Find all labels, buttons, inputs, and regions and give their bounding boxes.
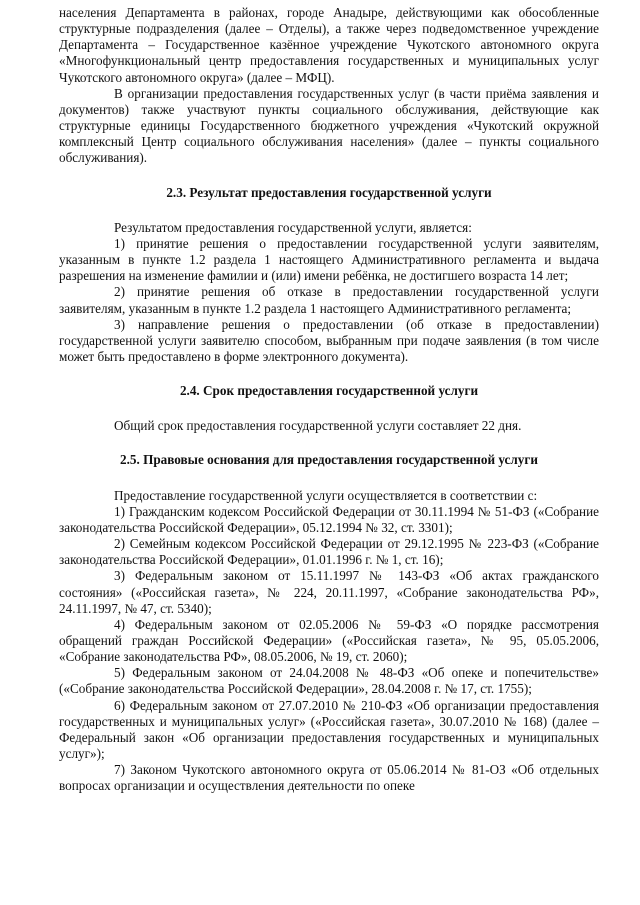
list-item: 3) Федеральным законом от 15.11.1997 № 143-ФЗ «Об актах гражданского состояния» («Российская газета», № 224, 20.11.1997, «Собрание законодательства РФ», 24.11.1997, № 47, ст. 5340); [59, 568, 599, 616]
section-heading-2-5: 2.5. Правовые основания для предоставления государственной услуги [120, 452, 538, 468]
document-body [59, 5, 599, 795]
paragraph: Предоставление государственной услуги осуществляется в соответствии с: [114, 487, 538, 503]
list-item: 2) принятие решения об отказе в предоставлении государственной услуги заявителям, указанным в пункте 1.2 раздела 1 настоящего Административного регламента; [59, 284, 599, 316]
section-heading-2-4: 2.4. Срок предоставления государственной услуги [179, 383, 479, 399]
paragraph: населения Департамента в районах, городе Анадыре, действующими как обособленные структурные подразделения (далее – Отделы), а также через подведомственное учреждение Департамента – Государственное казённое учреждение Чукотского автономного округа «Многофункциональный центр предоставления государственных и муниципальных услуг Чукотского автономного округа» (далее – МФЦ). [59, 5, 599, 85]
paragraph: Общий срок предоставления государственной услуги составляет 22 дня. [114, 418, 522, 434]
list-item: 1) принятие решения о предоставлении государственной услуги заявителям, указанным в пункте 1.2 раздела 1 настоящего Административного регламента и выдача разрешения на изменение фамилии и (или) имени ребёнка, не достигшего возраста 14 лет; [59, 235, 599, 284]
section-heading-2-3: 2.3. Результат предоставления государственной услуги [166, 184, 492, 200]
list-item: 1) Гражданским кодексом Российской Федерации от 30.11.1994 № 51-ФЗ («Собрание законодательства Российской Федерации», 05.12.1994 № 32, ст. 3301); [59, 503, 599, 535]
list-item: 7) Законом Чукотского автономного округа от 05.06.2014 № 81-ОЗ «Об отдельных вопросах организации и осуществления деятельности по опеке [59, 762, 599, 794]
list-item: 6) Федеральным законом от 27.07.2010 № 210-ФЗ «Об организации предоставления государственных и муниципальных услуг» («Российская газета», 30.07.2010 № 168) (далее – Федеральный закон «Об организации предоставления государственных и муниципальных услуг»); [59, 697, 599, 762]
list-item: 4) Федеральным законом от 02.05.2006 № 59-ФЗ «О порядке рассмотрения обращений граждан Российской Федерации» («Российская газета», № 95, 05.05.2006, «Собрание законодательства РФ», 08.05.2006, № 19, ст. 2060); [59, 616, 599, 665]
list-item: 2) Семейным кодексом Российской Федерации от 29.12.1995 № 223-ФЗ («Собрание законодательства Российской Федерации», 01.01.1996 г. № 1, ст. 16); [59, 536, 599, 568]
list-item: 5) Федеральным законом от 24.04.2008 № 48-ФЗ «Об опеке и попечительстве» («Собрание законодательства Российской Федерации», 28.04.2008 г. № 17, ст. 1755); [59, 665, 599, 697]
paragraph: В организации предоставления государственных услуг (в части приёма заявления и документов) также участвуют пункты социального обслуживания, действующие как структурные единицы Государственного бюджетного учреждения «Чукотский окружной комплексный Центр социального обслуживания населения» (далее – пункты социального обслуживания). [59, 85, 599, 166]
paragraph: Результатом предоставления государственной услуги, является: [114, 219, 472, 235]
list-item: 3) направление решения о предоставлении (об отказе в предоставлении) государственной услуги заявителю способом, выбранным при подаче заявления (в том числе может быть предоставлено в форме электронного документа). [59, 316, 599, 364]
